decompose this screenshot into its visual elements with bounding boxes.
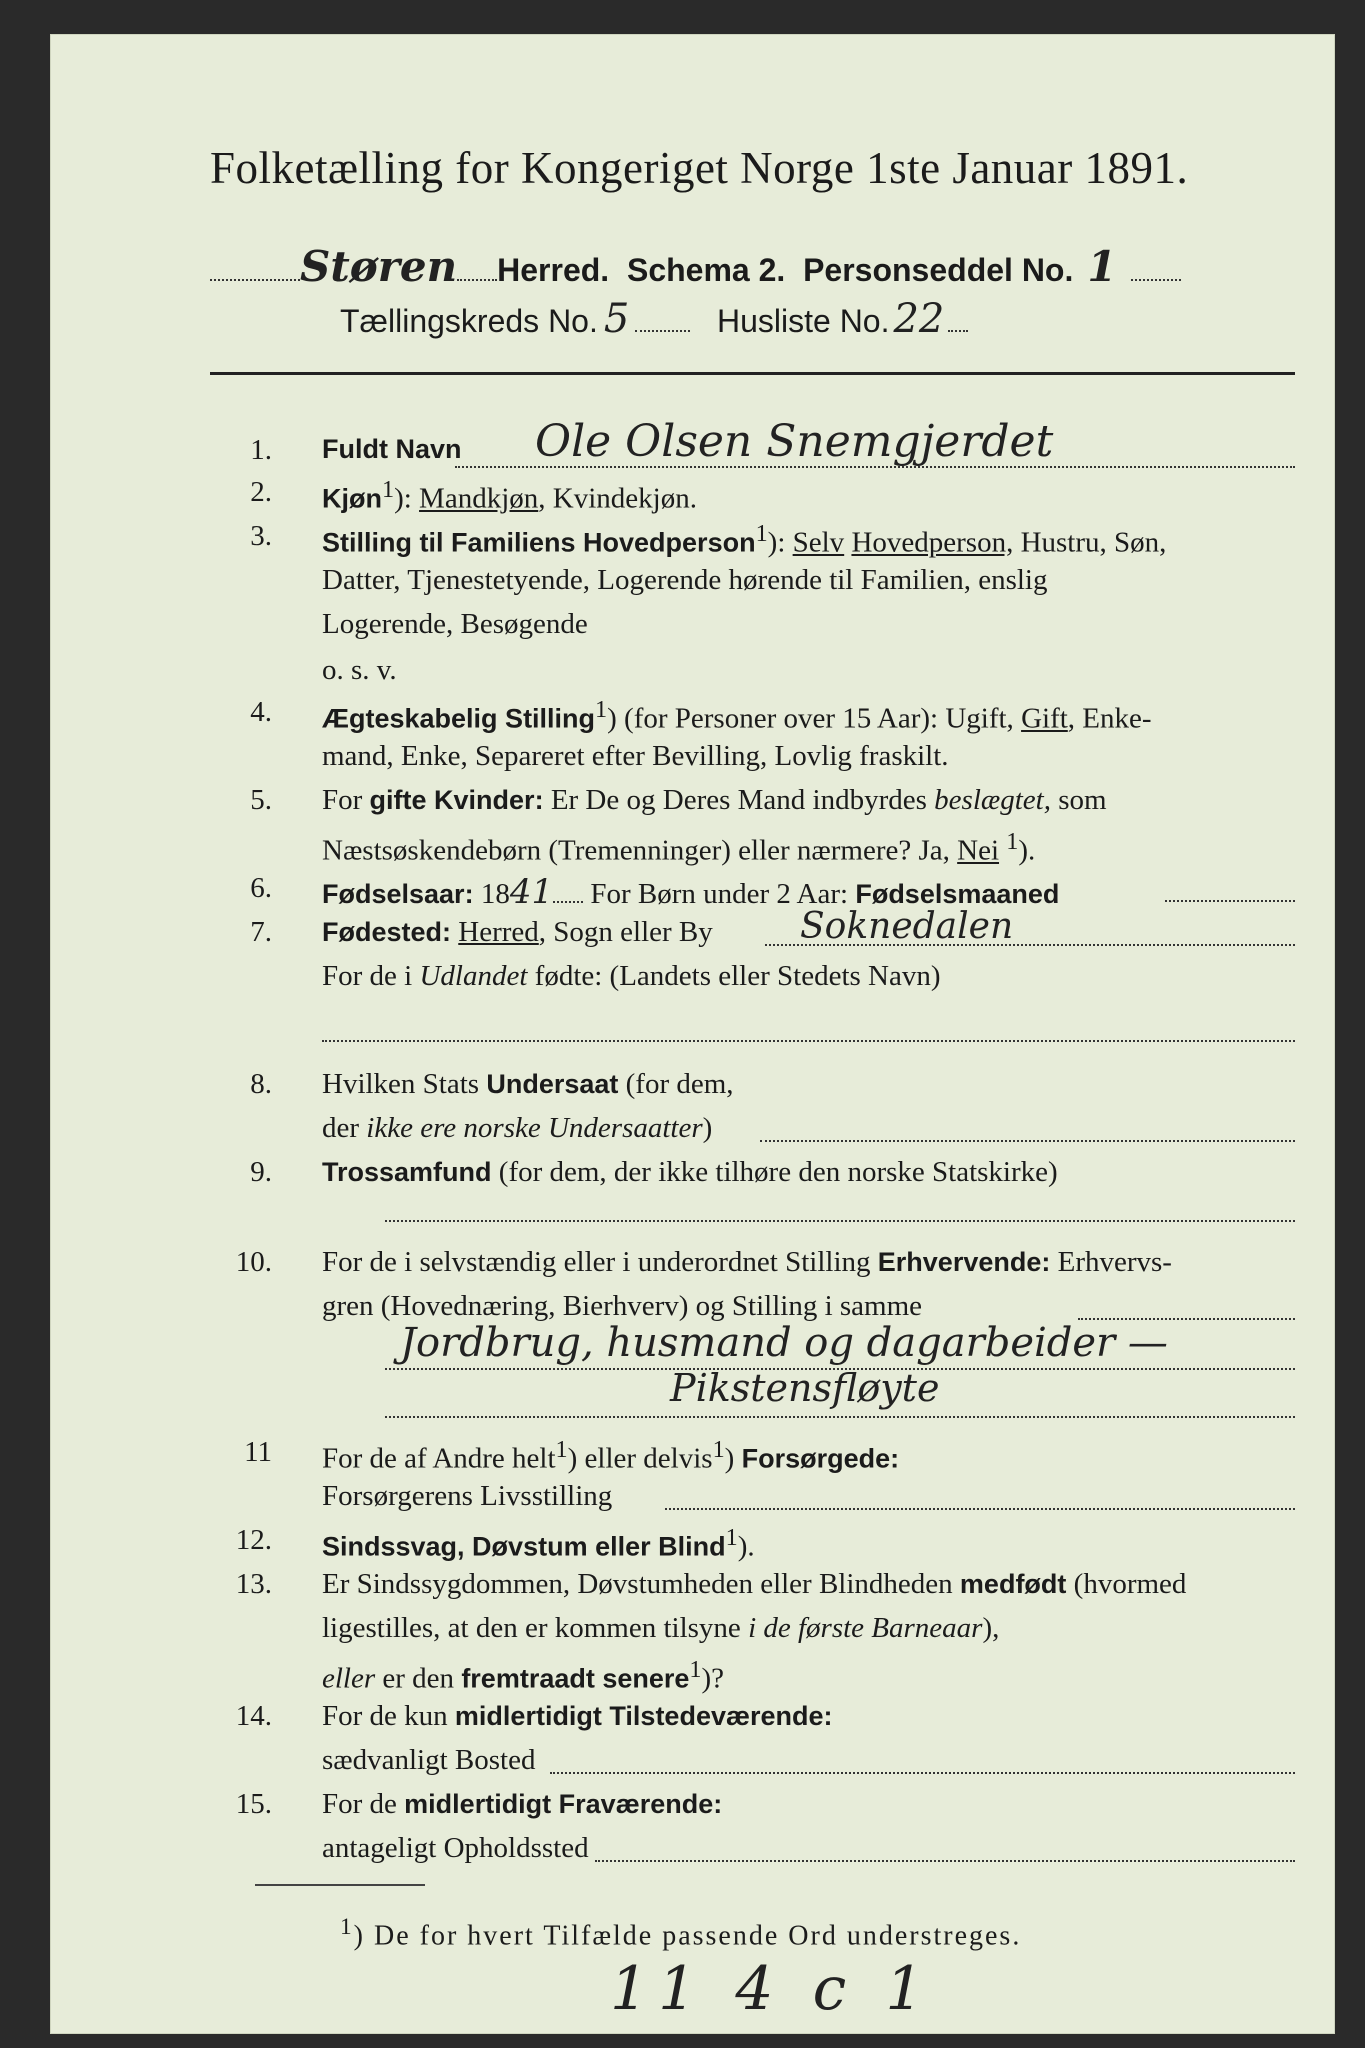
item-text: beslægtet, (934, 784, 1051, 816)
item-number: 15. (235, 1788, 272, 1820)
husliste-label: Husliste No. (716, 303, 890, 339)
kreds-no: 5 (603, 296, 630, 342)
item-label: Fødselsaar: (322, 879, 474, 909)
form-title: Folketælling for Kongeriget Norge 1ste Januar 1891. (210, 143, 1189, 193)
footnote-ref: 1 (382, 476, 395, 503)
item-text: Er De og Deres Mand indbyrdes (543, 784, 935, 816)
husliste-no: 22 (893, 296, 945, 342)
full-name-answer: Ole Olsen Snemgjerdet (535, 416, 1054, 467)
item-text: For de af Andre helt (322, 1442, 556, 1475)
item-text: Er Sindssygdommen, Døvstumheden eller Blindheden (322, 1568, 960, 1600)
item-text: ): (767, 526, 793, 559)
schema-label: Schema 2. (626, 252, 786, 288)
item-text: Erhvervs- (1050, 1246, 1172, 1278)
item-text: ) (702, 1112, 713, 1144)
selected-option: Hovedperson, (851, 526, 1014, 559)
item-text: For Børn under 2 Aar: (583, 878, 856, 910)
item-text: ), (982, 1612, 1000, 1644)
item-label: Trossamfund (322, 1157, 492, 1187)
item-label: Undersaat (486, 1069, 619, 1099)
footnote-ref: 1 (340, 1914, 354, 1940)
item-text: o. s. v. (322, 654, 397, 686)
item-number: 1. (250, 434, 272, 466)
item-label: medfødt (959, 1569, 1067, 1599)
item-text: (hvormed (1066, 1568, 1187, 1600)
item-text: der (322, 1112, 367, 1144)
herred-label: Herred. (497, 252, 610, 288)
item-number: 4. (250, 696, 272, 728)
item-text: For (322, 784, 370, 816)
item-number: 13. (235, 1568, 272, 1600)
item-text: fødte: (Landets eller Stedets Navn) (527, 960, 941, 992)
item-text: For de kun (322, 1700, 455, 1732)
item-text: som (1050, 784, 1107, 816)
selected-option: Herred (458, 916, 539, 948)
item-text: Datter, Tjenestetyende, Logerende hørende til Familien, enslig (322, 564, 1048, 596)
answer-line (760, 1140, 1295, 1142)
birthplace-answer: Soknedalen (800, 906, 1014, 947)
occupation-answer: Jordbrug, husmand og dagarbeider — (400, 1320, 1168, 1366)
footnote-ref: 1 (712, 1436, 725, 1463)
item-label: Forsørgede: (741, 1443, 900, 1474)
item-text: For de i selvstændig eller i underordnet Stilling (322, 1246, 878, 1278)
item-text: er den (375, 1662, 462, 1695)
herred-name: Støren (300, 242, 458, 291)
footnote-ref: 1 (689, 1656, 702, 1683)
answer-line (595, 1860, 1295, 1862)
answer-line (385, 1416, 1295, 1418)
item-text: antageligt Opholdssted (322, 1832, 589, 1864)
selected-option: Mandkjøn (419, 482, 539, 515)
item-label: gifte Kvinder: (369, 785, 544, 815)
footnote-ref: 1 (555, 1436, 568, 1463)
item-number: 8. (250, 1068, 272, 1100)
answer-line (550, 1772, 1295, 1774)
item-label: Fuldt Navn (322, 434, 462, 464)
footnote (340, 1914, 1021, 1952)
item-text: (for dem, (618, 1068, 734, 1100)
item-number: 2. (250, 476, 272, 508)
item-label: midlertidigt Fraværende: (404, 1789, 723, 1819)
item-text: For de i (322, 960, 420, 992)
item-number: 10. (235, 1246, 272, 1278)
answer-line (665, 1508, 1295, 1510)
item-text: ). (737, 1530, 755, 1563)
item-label: midlertidigt Tilstedeværende: (454, 1701, 833, 1731)
item-text: eller (322, 1662, 376, 1695)
item-number: 5. (250, 784, 272, 816)
item-number: 11 (244, 1436, 272, 1468)
answer-line (385, 1220, 1295, 1222)
item-text: Næstsøskendebørn (Tremenninger) eller nærmere? Ja, (322, 834, 958, 867)
item-text: ) (for Personer over 15 Aar): Ugift, (607, 702, 1022, 735)
item-text: mand, Enke, Separeret efter Bevilling, Lovlig fraskilt. (322, 740, 949, 772)
answer-line (322, 1040, 1295, 1042)
item-text: ) (724, 1442, 742, 1475)
item-text: Forsørgerens Livsstilling (322, 1480, 613, 1512)
item-text: gren (Hovednæring, Bierhverv) og Stilling i samme (322, 1290, 923, 1322)
item-text: i de første Barneaar (748, 1612, 983, 1644)
selected-option: Gift (1021, 702, 1068, 735)
item-label: Sindssvag, Døvstum eller Blind (322, 1531, 726, 1562)
personseddel-label: Personseddel No. (803, 252, 1074, 288)
item-text: , Enke- (1067, 702, 1152, 735)
item-text: sædvanligt Bosted (322, 1744, 536, 1776)
birth-year-answer: 41 (509, 872, 554, 912)
footnote-rule (255, 1884, 425, 1886)
archive-mark: 11 4 c 1 (610, 1954, 934, 2024)
item-number: 9. (250, 1156, 272, 1188)
item-label: Kjøn (322, 483, 382, 514)
item-label: Erhvervende: (877, 1247, 1051, 1277)
answer-line (1165, 900, 1295, 902)
item-text: ). (1018, 834, 1036, 867)
item-text: (for dem, der ikke tilhøre den norske Statskirke) (491, 1156, 1058, 1188)
item-text: For de (322, 1788, 405, 1820)
item-label: Fødselsmaaned (855, 879, 1060, 909)
item-text: )? (701, 1662, 725, 1695)
occupation-answer-line2: Pikstensfløyte (670, 1366, 940, 1410)
item-number: 6. (250, 872, 272, 904)
selected-option: Nei (957, 834, 1000, 867)
item-label: Stilling til Familiens Hovedperson (322, 527, 756, 558)
item-label: fremtraadt senere (461, 1663, 690, 1694)
item-text: Hvilken Stats (322, 1068, 487, 1100)
footnote-text: ) De for hvert Tilfælde passende Ord understreges. (353, 1920, 1022, 1952)
census-form-sheet (50, 34, 1335, 2034)
item-number: 12. (235, 1524, 272, 1556)
item-text: 18 (473, 878, 510, 910)
herred-line (210, 242, 1181, 291)
item-text: , Kvindekjøn. (538, 482, 697, 515)
item-number: 7. (250, 916, 272, 948)
item-text: , Sogn eller By (538, 916, 713, 948)
footnote-ref: 1 (1006, 828, 1019, 855)
item-text: ikke ere norske Undersaatter (366, 1112, 703, 1144)
kreds-label: Tællingskreds No. (340, 303, 598, 339)
selected-option: Selv (792, 526, 845, 559)
item-number: 14. (235, 1700, 272, 1732)
item-label: Ægteskabelig Stilling (322, 703, 596, 734)
personseddel-no: 1 (1087, 242, 1117, 291)
footnote-ref: 1 (595, 696, 608, 723)
item-text: Logerende, Besøgende (322, 608, 588, 640)
item-number: 3. (250, 520, 272, 552)
item-text: ) eller delvis (567, 1442, 713, 1475)
item-text: ligestilles, at den er kommen tilsyne (322, 1612, 749, 1644)
footnote-ref: 1 (755, 520, 768, 547)
item-text: Hustru, Søn, (1013, 526, 1167, 559)
item-label: Fødested: (322, 917, 452, 947)
footnote-ref: 1 (725, 1524, 738, 1551)
kreds-line (340, 296, 968, 342)
item-text: ): (394, 482, 420, 515)
item-text: Udlandet (419, 960, 528, 992)
header-rule (210, 372, 1295, 375)
